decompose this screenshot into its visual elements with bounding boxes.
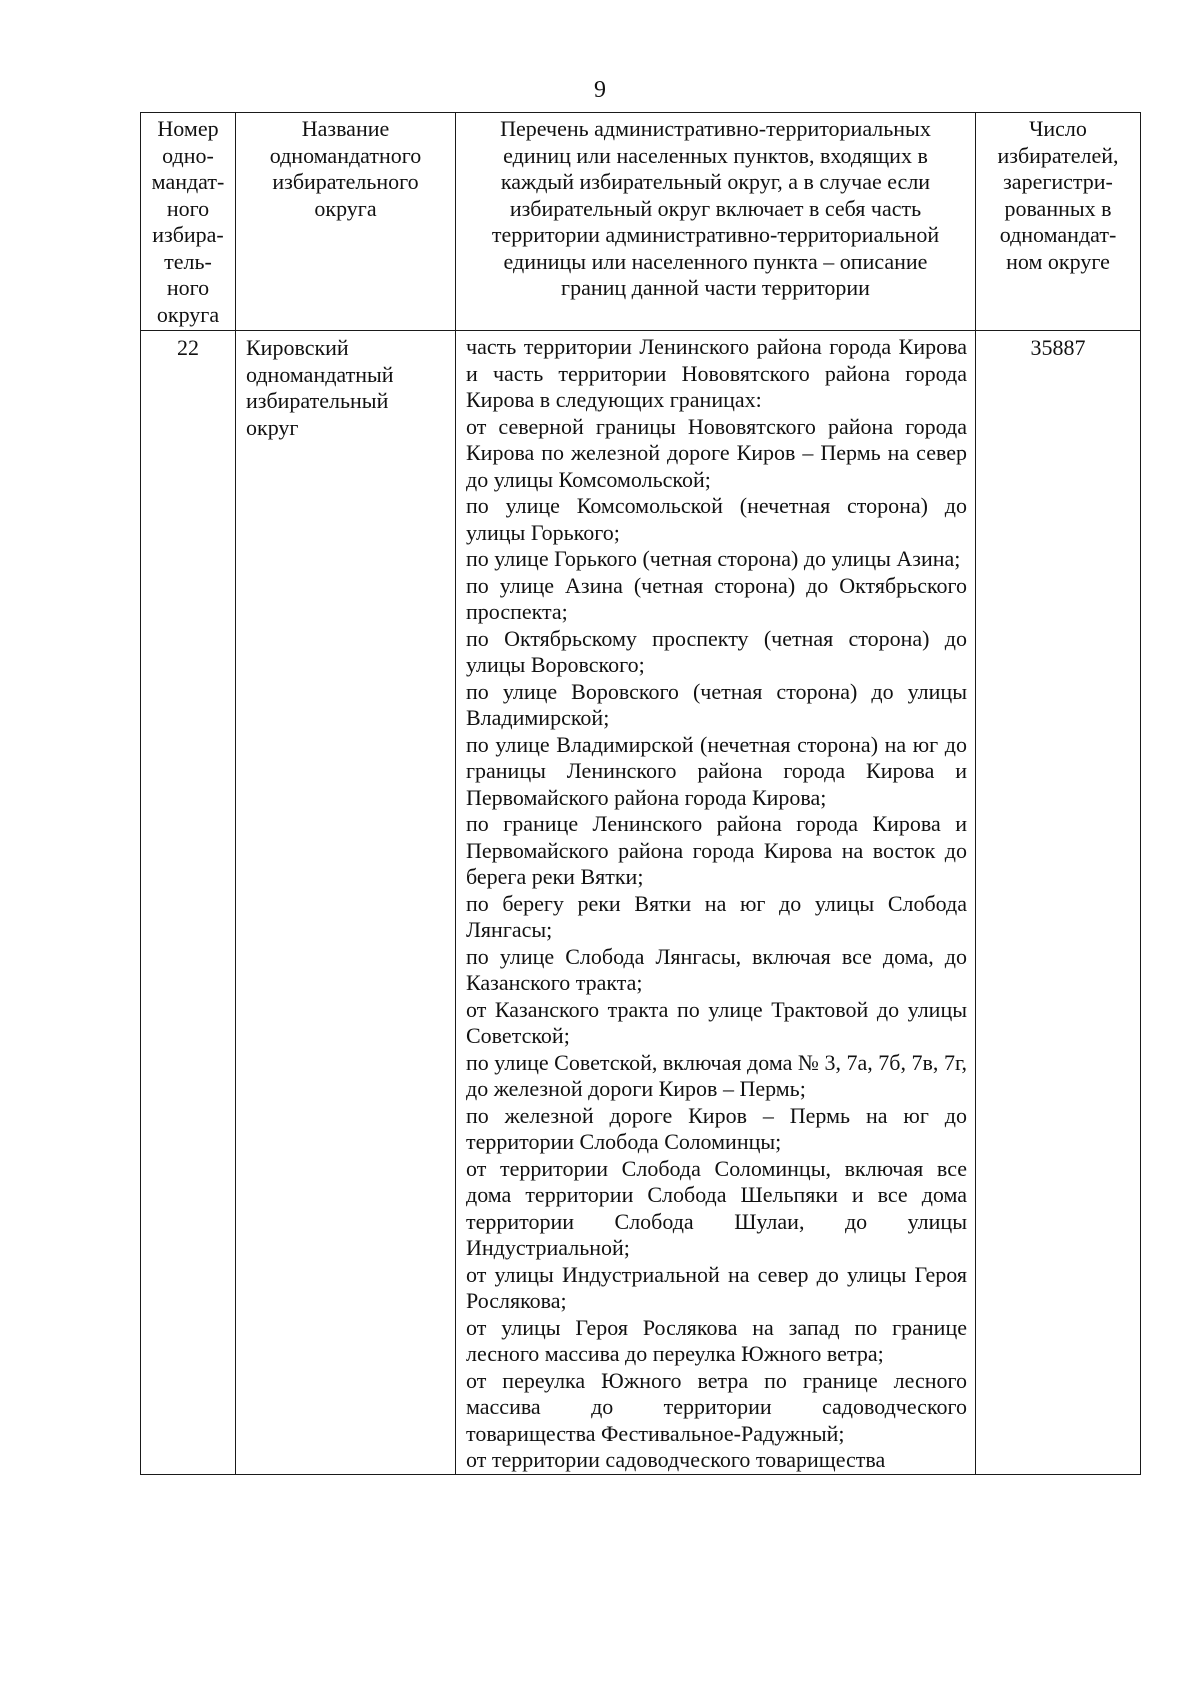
header-district-name bbox=[236, 113, 456, 331]
text-line: Кировский bbox=[246, 335, 349, 360]
text-line: Номер bbox=[157, 116, 219, 141]
boundary-clause: от улицы Героя Рослякова на запад по границе лесного массива до переулка Южного ветра; bbox=[466, 1314, 967, 1366]
text-line: единиц или населенных пунктов, входящих в bbox=[503, 142, 928, 168]
text-line: Перечень административно-территориальных bbox=[500, 116, 931, 141]
text-line: Число bbox=[1029, 116, 1087, 141]
text-line: избирательный округ включает в себя часть bbox=[509, 195, 922, 221]
text-line: ного bbox=[166, 275, 210, 300]
text-line: каждый избирательный округ, а в случае если bbox=[500, 169, 931, 194]
boundary-clause: от северной границы Нововятского района города Кирова по железной дороге Киров – Пермь на север до улицы Комсомольской; bbox=[466, 413, 967, 492]
boundary-clause: от Казанского тракта по улице Трактовой до улицы Советской; bbox=[466, 996, 967, 1048]
header-district-description bbox=[456, 113, 976, 331]
boundary-clause: от территории садоводческого товарищества bbox=[466, 1447, 886, 1472]
electoral-districts-table bbox=[140, 112, 1141, 1475]
text-line: округа bbox=[156, 301, 220, 327]
text-line: Название bbox=[301, 116, 390, 141]
boundary-clause: от улицы Индустриальной на север до улицы Героя Рослякова; bbox=[466, 1261, 967, 1313]
district-name bbox=[236, 331, 456, 1475]
text-line: избирателей, bbox=[997, 142, 1119, 168]
text-line: округ bbox=[246, 414, 299, 440]
text-line: ного bbox=[166, 195, 210, 221]
boundary-clause: по берегу реки Вятки на юг до улицы Слобода Лянгасы; bbox=[466, 890, 967, 942]
text-line: рованных в bbox=[1004, 195, 1112, 221]
text-line: зарегистри- bbox=[1003, 169, 1113, 194]
district-description bbox=[456, 331, 976, 1475]
text-line: избира- bbox=[152, 222, 224, 247]
text-line: тель- bbox=[164, 248, 212, 274]
text-line: единицы или населенного пункта – описание bbox=[503, 248, 928, 274]
text-line: мандат- bbox=[151, 169, 225, 194]
boundary-clause: по улице Комсомольской (нечетная сторона) до улицы Горького; bbox=[466, 493, 967, 545]
boundary-clause: по улице Горького (четная сторона) до улицы Азина; bbox=[466, 546, 961, 571]
boundary-clause: по улице Советской, включая дома № 3, 7а, 7б, 7в, 7г, до железной дороги Киров – Пермь; bbox=[466, 1049, 967, 1101]
boundary-clause: от территории Слобода Соломинцы, включая все дома территории Слобода Шельпяки и все дома территории Слобода Шулаи, до улицы Индустриальной; bbox=[466, 1155, 967, 1260]
text-line: одномандат- bbox=[999, 222, 1117, 247]
boundary-clause: часть территории Ленинского района города Кирова и часть территории Нововятского района города Кирова в следующих границах: bbox=[466, 334, 967, 412]
boundary-clause: по границе Ленинского района города Кирова и Первомайского района города Кирова на восток до берега реки Вятки; bbox=[466, 811, 967, 889]
header-voter-count bbox=[976, 113, 1141, 331]
text-line: ном округе bbox=[1006, 248, 1110, 274]
text-line: территории административно-территориальной bbox=[491, 222, 940, 247]
boundary-clause: по улице Владимирской (нечетная сторона) на юг до границы Ленинского района города Кирова и Первомайского района города Кирова; bbox=[466, 731, 967, 810]
boundary-clause: по Октябрьскому проспекту (четная сторона) до улицы Воровского; bbox=[466, 625, 967, 677]
boundary-clause: по улице Азина (четная сторона) до Октябрьского проспекта; bbox=[466, 572, 967, 624]
text-line: одно- bbox=[162, 142, 214, 168]
boundary-clause: по улице Воровского (четная сторона) до улицы Владимирской; bbox=[466, 678, 967, 730]
boundary-clause: по железной дороге Киров – Пермь на юг до территории Слобода Соломинцы; bbox=[466, 1102, 967, 1154]
table-row bbox=[141, 331, 1141, 1475]
text-line: границ данной части территории bbox=[561, 275, 870, 300]
text-line: избирательный bbox=[246, 388, 389, 413]
district-number: 22 bbox=[141, 331, 236, 1475]
text-line: одномандатный bbox=[246, 361, 394, 387]
text-line: избирательного bbox=[272, 169, 419, 194]
text-line: округа bbox=[314, 195, 377, 221]
boundary-clause: по улице Слобода Лянгасы, включая все дома, до Казанского тракта; bbox=[466, 943, 967, 995]
header-district-number bbox=[141, 113, 236, 331]
voter-count: 35887 bbox=[976, 331, 1141, 1475]
page-number: 9 bbox=[594, 77, 606, 103]
boundary-clause: от переулка Южного ветра по границе лесного массива до территории садоводческого товарищества Фестивальное-Радужный; bbox=[466, 1367, 967, 1446]
table-header-row bbox=[141, 113, 1141, 331]
text-line: одномандатного bbox=[269, 142, 422, 168]
